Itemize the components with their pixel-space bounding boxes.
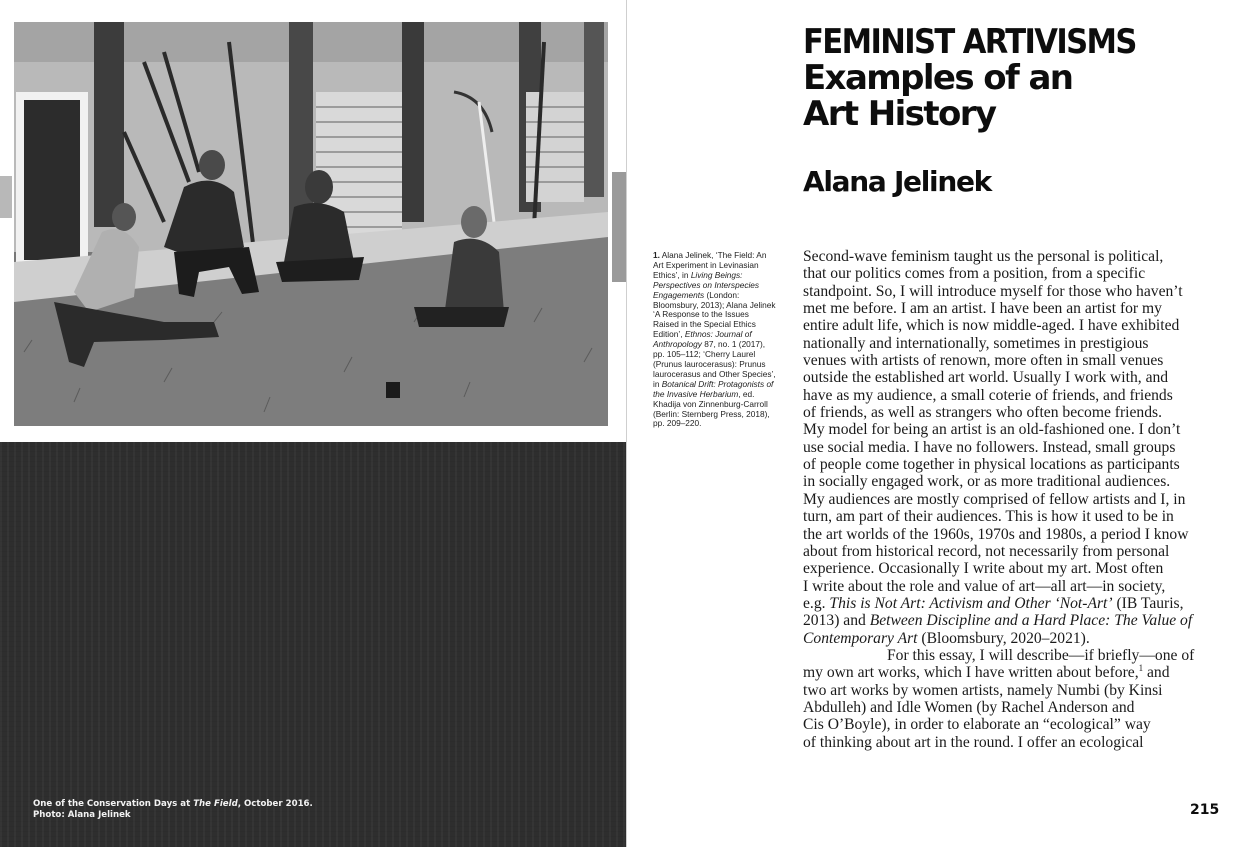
caption-title: The Field xyxy=(193,799,238,809)
footnote-text xyxy=(653,250,776,428)
body-line: Cis O’Boyle), in order to elaborate an “ecological” way xyxy=(803,716,1151,734)
publisher-1: (IB Tauris, xyxy=(1112,594,1184,612)
footnote xyxy=(653,251,777,429)
footnote-ref[interactable]: 1 xyxy=(1138,663,1144,674)
caption-credit: Photo: Alana Jelinek xyxy=(33,810,131,820)
caption-line-1 xyxy=(33,799,313,810)
body-line xyxy=(803,612,1219,629)
body-line: Abdulleh) and Idle Women (by Rachel Anderson and xyxy=(803,698,1135,716)
title-line-3: Art History xyxy=(803,94,996,134)
footnote-number: 1. xyxy=(653,250,660,260)
body-line: in socially engaged work, or as more traditional audiences. xyxy=(803,473,1171,491)
body-line xyxy=(803,664,1219,681)
paragraph-2-rest xyxy=(803,682,1219,751)
body-line: For this essay, I will describe—if briefly—one of xyxy=(887,646,1195,664)
photograph xyxy=(14,22,608,426)
body-line: of thinking about art in the round. I offer an ecological xyxy=(803,733,1144,751)
body-text xyxy=(803,248,1219,751)
body-line: Second-wave feminism taught us the personal is political, xyxy=(803,248,1164,265)
body-line: entire adult life, which is now middle-aged. I have exhibited xyxy=(803,317,1180,335)
caption-suffix: , October 2016. xyxy=(237,799,313,809)
year-and: 2013) and xyxy=(803,612,870,630)
footnote-segment: Alana Jelinek, ‘The Field: An Art Experiment in Levinasian Ethics’, in xyxy=(653,250,767,280)
paragraph-1-tail xyxy=(803,595,1219,647)
photo-caption xyxy=(33,799,313,821)
publisher-2: (Bloomsbury, 2020–2021). xyxy=(917,629,1090,647)
body-line: of people come together in physical locations as participants xyxy=(803,456,1180,474)
body-line: the art worlds of the 1960s, 1970s and 1980s, a period I know xyxy=(803,525,1189,543)
page-spine xyxy=(626,0,627,847)
paragraph-2 xyxy=(803,647,1219,751)
body-line: My audiences are mostly comprised of fellow artists and I, in xyxy=(803,490,1186,508)
body-line xyxy=(803,595,1219,612)
body-line: outside the established art world. Usually I work with, and xyxy=(803,369,1169,387)
footnote-segment: Living Beings: Perspectives on Interspecies Engagements xyxy=(653,269,760,300)
photograph-image xyxy=(14,22,608,426)
article-title xyxy=(803,24,1136,132)
body-line: standpoint. So, I will introduce myself for those who haven’t xyxy=(803,282,1183,300)
book-title-2a: Between Discipline and a Hard Place: The Value of xyxy=(869,612,1193,630)
body-line: My model for being an artist is an old-fashioned one. I don’t xyxy=(803,421,1181,439)
footnote-segment: (London: Bloomsbury, 2013); Alana Jelinek ‘A Response to the Issues Raised in the Special Ethics Edition’, xyxy=(653,289,776,340)
caption-prefix: One of the Conservation Days at xyxy=(33,799,194,809)
body-line: have as my audience, a small coterie of friends, and friends xyxy=(803,386,1173,404)
author-name: Alana Jelinek xyxy=(803,165,991,198)
book-title-2b: Contemporary Art xyxy=(803,629,918,647)
gutter-tick xyxy=(0,176,12,218)
body-line xyxy=(803,630,1219,647)
body-line: met me before. I am an artist. I have been an artist for my xyxy=(803,300,1162,318)
body-line: about from historical record, not necessarily from personal xyxy=(803,542,1170,560)
body-line: use social media. I have no followers. Instead, small groups xyxy=(803,438,1176,456)
page-number: 215 xyxy=(1190,802,1220,818)
body-line: I write about the role and value of art—all art—in society, xyxy=(803,577,1166,595)
footnote-segment: Ethnos: Journal of Anthropology xyxy=(653,329,752,350)
body-line: experience. Occasionally I write about my art. Most often xyxy=(803,560,1164,578)
body-line: turn, am part of their audiences. This is how it used to be in xyxy=(803,508,1174,526)
paragraph-1 xyxy=(803,248,1219,595)
gutter-mark xyxy=(612,172,626,282)
book-title-1: This is Not Art: Activism and Other ‘Not-Art’ xyxy=(829,594,1113,612)
photo-band xyxy=(0,0,626,442)
textured-background xyxy=(0,442,626,847)
body-line: that our politics comes from a position, from a specific xyxy=(803,265,1146,283)
title-line-2: Examples of an xyxy=(803,58,1073,98)
body-line: nationally and internationally, sometimes in prestigious xyxy=(803,334,1149,352)
eg-text: e.g. xyxy=(803,594,830,612)
footnote-segment: Botanical Drift: Protagonists of the Invasive Herbarium xyxy=(653,378,774,399)
footnote-segment: 87, no. 1 (2017), pp. 105–112; ‘Cherry Laurel (Prunus laurocerasus): Prunus laurocerasus and Other Species’, in xyxy=(653,339,776,389)
body-line: of friends, as well as strangers who often become friends. xyxy=(803,404,1162,422)
p2-text-end: and xyxy=(1143,664,1170,682)
footnote-segment: , ed. Khadija von Zinnenburg-Carroll (Berlin: Sternberg Press, 2018), pp. 209–220. xyxy=(653,388,770,429)
body-line: two art works by women artists, namely Numbi (by Kinsi xyxy=(803,681,1163,699)
p2-text: my own art works, which I have written about before, xyxy=(803,664,1139,682)
body-line: venues with artists of renown, more often in small venues xyxy=(803,352,1164,370)
title-line-1: FEMINIST ARTIVISMS xyxy=(803,22,1136,62)
